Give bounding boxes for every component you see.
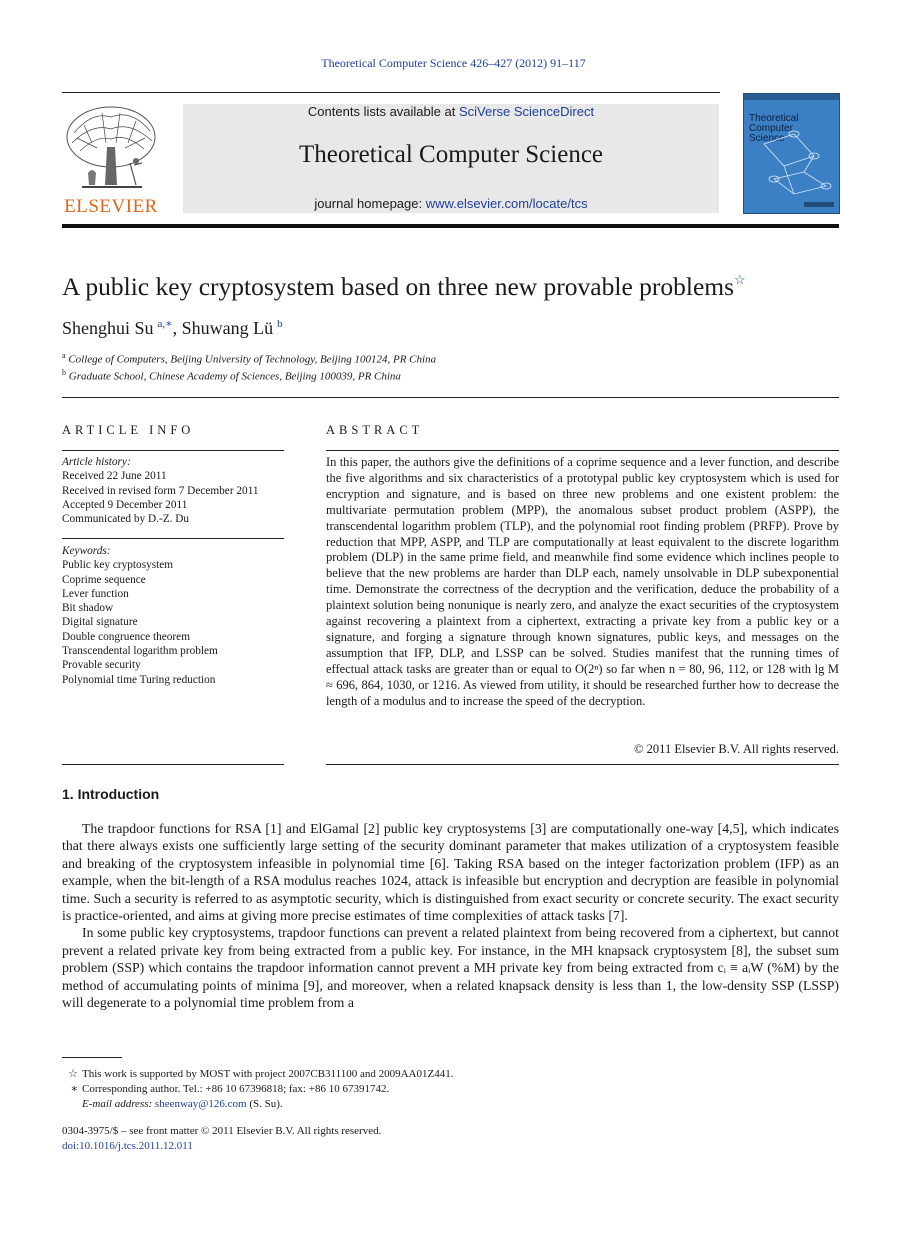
affiliation-b-text: Graduate School, Chinese Academy of Sciences, Beijing 100039, PR China [68,370,401,383]
journal-ref-link[interactable]: Theoretical Computer Science 426–427 (2012) 91–117 [321,56,586,70]
history-received: Received 22 June 2011 [62,470,167,483]
article-title-text: A public key cryptosystem based on three new provable problems [62,272,735,301]
author-1[interactable]: Shenghui Su [62,318,154,338]
introduction-heading: 1. Introduction [62,786,160,802]
journal-title: Theoretical Computer Science [298,141,604,168]
contents-line [183,104,719,119]
abstract-text: In this paper, the authors give the definitions of a coprime sequence and a lever function, and describe the five algorithms and six characteristics of a prototypal public key cryptosystem which is used for encryption and signature, and is based on three new problems and one existent problem: the multivariate permutation problem (MPP), the anomalous subset product problem (ASPP), the transcendental logarithm problem (TLP), and the polynomial root finding problem (PRFP). Prove by reduction that MPP, ASPP, and TLP are computationally at least equivalent to the discrete logarithm problem (DLP) in the same prime field, and meanwhile find some evidence which inclines people to believe that the new problems are harder than DLP each, namely unsolvable in DLP subexponential time. Demonstrate the correctness of the decryption and the verification, deduce the probability of a plaintext solution being nonunique is nearly zero, and analyze the exact securities of the cryptosystem against recovering a plaintext from a ciphertext, extracting a private key from a public key or a signature, and forging a signature through known signatures, public keys, and messages on the assumption that IFP, DLP, and LSSP can be solved. Studies manifest that the running times of effectual attack tasks are greater than or equal to O(2ⁿ) so far when n = 80, 96, 112, or 128 with lg M ≈ 696, 864, 1030, or 1216. As viewed from utility, it should be researched further how to decrease the length of a modulus and to increase the speed of the decryption. [326,455,839,708]
introduction-body [62,820,839,1011]
footnote-funding [62,1067,453,1080]
sciencedirect-link[interactable]: SciVerse ScienceDirect [458,104,595,119]
doi-line[interactable] [62,1140,193,1152]
article-title [62,272,746,302]
contents-prefix: Contents lists available at [307,104,459,119]
history-communicated: Communicated by D.-Z. Du [62,513,190,526]
author-1-affil[interactable]: a,∗ [157,318,173,330]
journal-cover-thumbnail[interactable] [743,93,840,214]
article-info-bottom-rule [62,764,284,765]
affiliation-b [62,368,401,383]
introduction-paragraph-2: In some public key cryptosystems, trapdoor functions can prevent a related plaintext from being recovered from a ciphertext, but cannot prevent a related private key from being extracted from a public key. For instance, in the MH knapsack cryptosystem [8], the subset sum problem (SSP) which contains the trapdoor information cannot prevent a MH private key from being extracted from cᵢ ≡ aᵢW (%M) by the method of accumulating points of minima [9], and moreover, when a related knapsack density is less than 1, the low-density SSP (LSSP) will degenerate to a polynomial time problem from a [62,925,839,1011]
abstract-bottom-rule [326,764,839,765]
header-thick-rule [62,224,839,228]
keyword: Bit shadow [62,602,114,615]
keyword: Transcendental logarithm problem [62,645,218,658]
article-history [62,455,284,526]
affiliation-a [62,351,436,366]
keyword: Public key cryptosystem [62,559,174,572]
email-link[interactable]: sheenway@126.com [154,1098,247,1110]
issn-line: 0304-3975/$ – see front matter © 2011 Elsevier B.V. All rights reserved. [62,1125,382,1137]
keywords-list [62,544,284,687]
affiliation-a-mark: a [62,351,66,360]
cover-title: Theoretical Computer Science [749,113,799,144]
footnote-corresponding [62,1082,389,1095]
keyword: Polynomial time Turing reduction [62,673,216,686]
email-label: E-mail address: [82,1098,155,1110]
article-info-heading: ARTICLE INFO [62,423,195,437]
footnote-email [62,1098,283,1110]
header-top-rule [62,92,720,93]
homepage-prefix: journal homepage: [314,196,426,211]
keyword: Lever function [62,587,129,600]
abstract-rule [326,450,839,451]
abstract-heading: ABSTRACT [326,423,424,437]
homepage-line [183,196,719,211]
journal-reference[interactable] [0,56,907,71]
history-revised: Received in revised form 7 December 2011 [62,484,259,497]
email-suffix: (S. Su). [246,1098,283,1110]
history-label: Article history: [62,456,131,468]
keyword: Provable security [62,659,141,672]
footnote-corr-mark: ∗ [70,1083,78,1095]
affiliation-a-text: College of Computers, Beijing University of Technology, Beijing 100124, PR China [68,353,437,366]
footnote-funding-text: This work is supported by MOST with project 2007CB311100 and 2009AA01Z441. [82,1068,454,1080]
footnote-corr-text: Corresponding author. Tel.: +86 10 67396818; fax: +86 10 67391742. [82,1083,390,1095]
keyword: Digital signature [62,616,138,629]
footnote-star-mark: ☆ [68,1068,78,1080]
affiliation-b-mark: b [62,368,66,377]
author-2[interactable]: Shuwang Lü [181,318,274,338]
authors-line [62,317,283,339]
keyword: Coprime sequence [62,573,146,586]
abstract-copyright: © 2011 Elsevier B.V. All rights reserved. [634,742,839,756]
history-accepted: Accepted 9 December 2011 [62,498,188,511]
article-info-rule [62,450,284,451]
footnote-rule [62,1057,122,1058]
author-separator: , [172,318,182,338]
author-2-affil[interactable]: b [277,318,283,330]
keywords-rule [62,538,284,539]
elsevier-wordmark: ELSEVIER [64,196,158,217]
keyword: Double congruence theorem [62,630,190,643]
doi-link[interactable]: doi:10.1016/j.tcs.2011.12.011 [62,1140,193,1152]
homepage-link[interactable]: www.elsevier.com/locate/tcs [425,196,588,211]
introduction-paragraph-1: The trapdoor functions for RSA [1] and ElGamal [2] public key cryptosystems [3] are computationally one-way [4,5], which indicates that there always exists one sufficiently large setting of the security dominant parameter that makes utilization of a cryptosystem feasible and breaking of the cryptosystem infeasible in polynomial time [6]. Taking RSA based on the integer factorization problem (IFP) as an example, when the bit-length of a RSA modulus reaches 1024, attack is infeasible but encryption and decryption are feasible in polynomial time. Such a security is referred to as asymptotic security, which is distinguished from exact security or concrete security. The exact security is practice-oriented, and aims at giving more precise estimates of time complexities of attack tasks [7]. [62,821,839,924]
affiliation-rule [62,397,839,398]
title-footnote-mark[interactable]: ☆ [734,272,746,287]
keywords-label: Keywords: [62,545,111,557]
